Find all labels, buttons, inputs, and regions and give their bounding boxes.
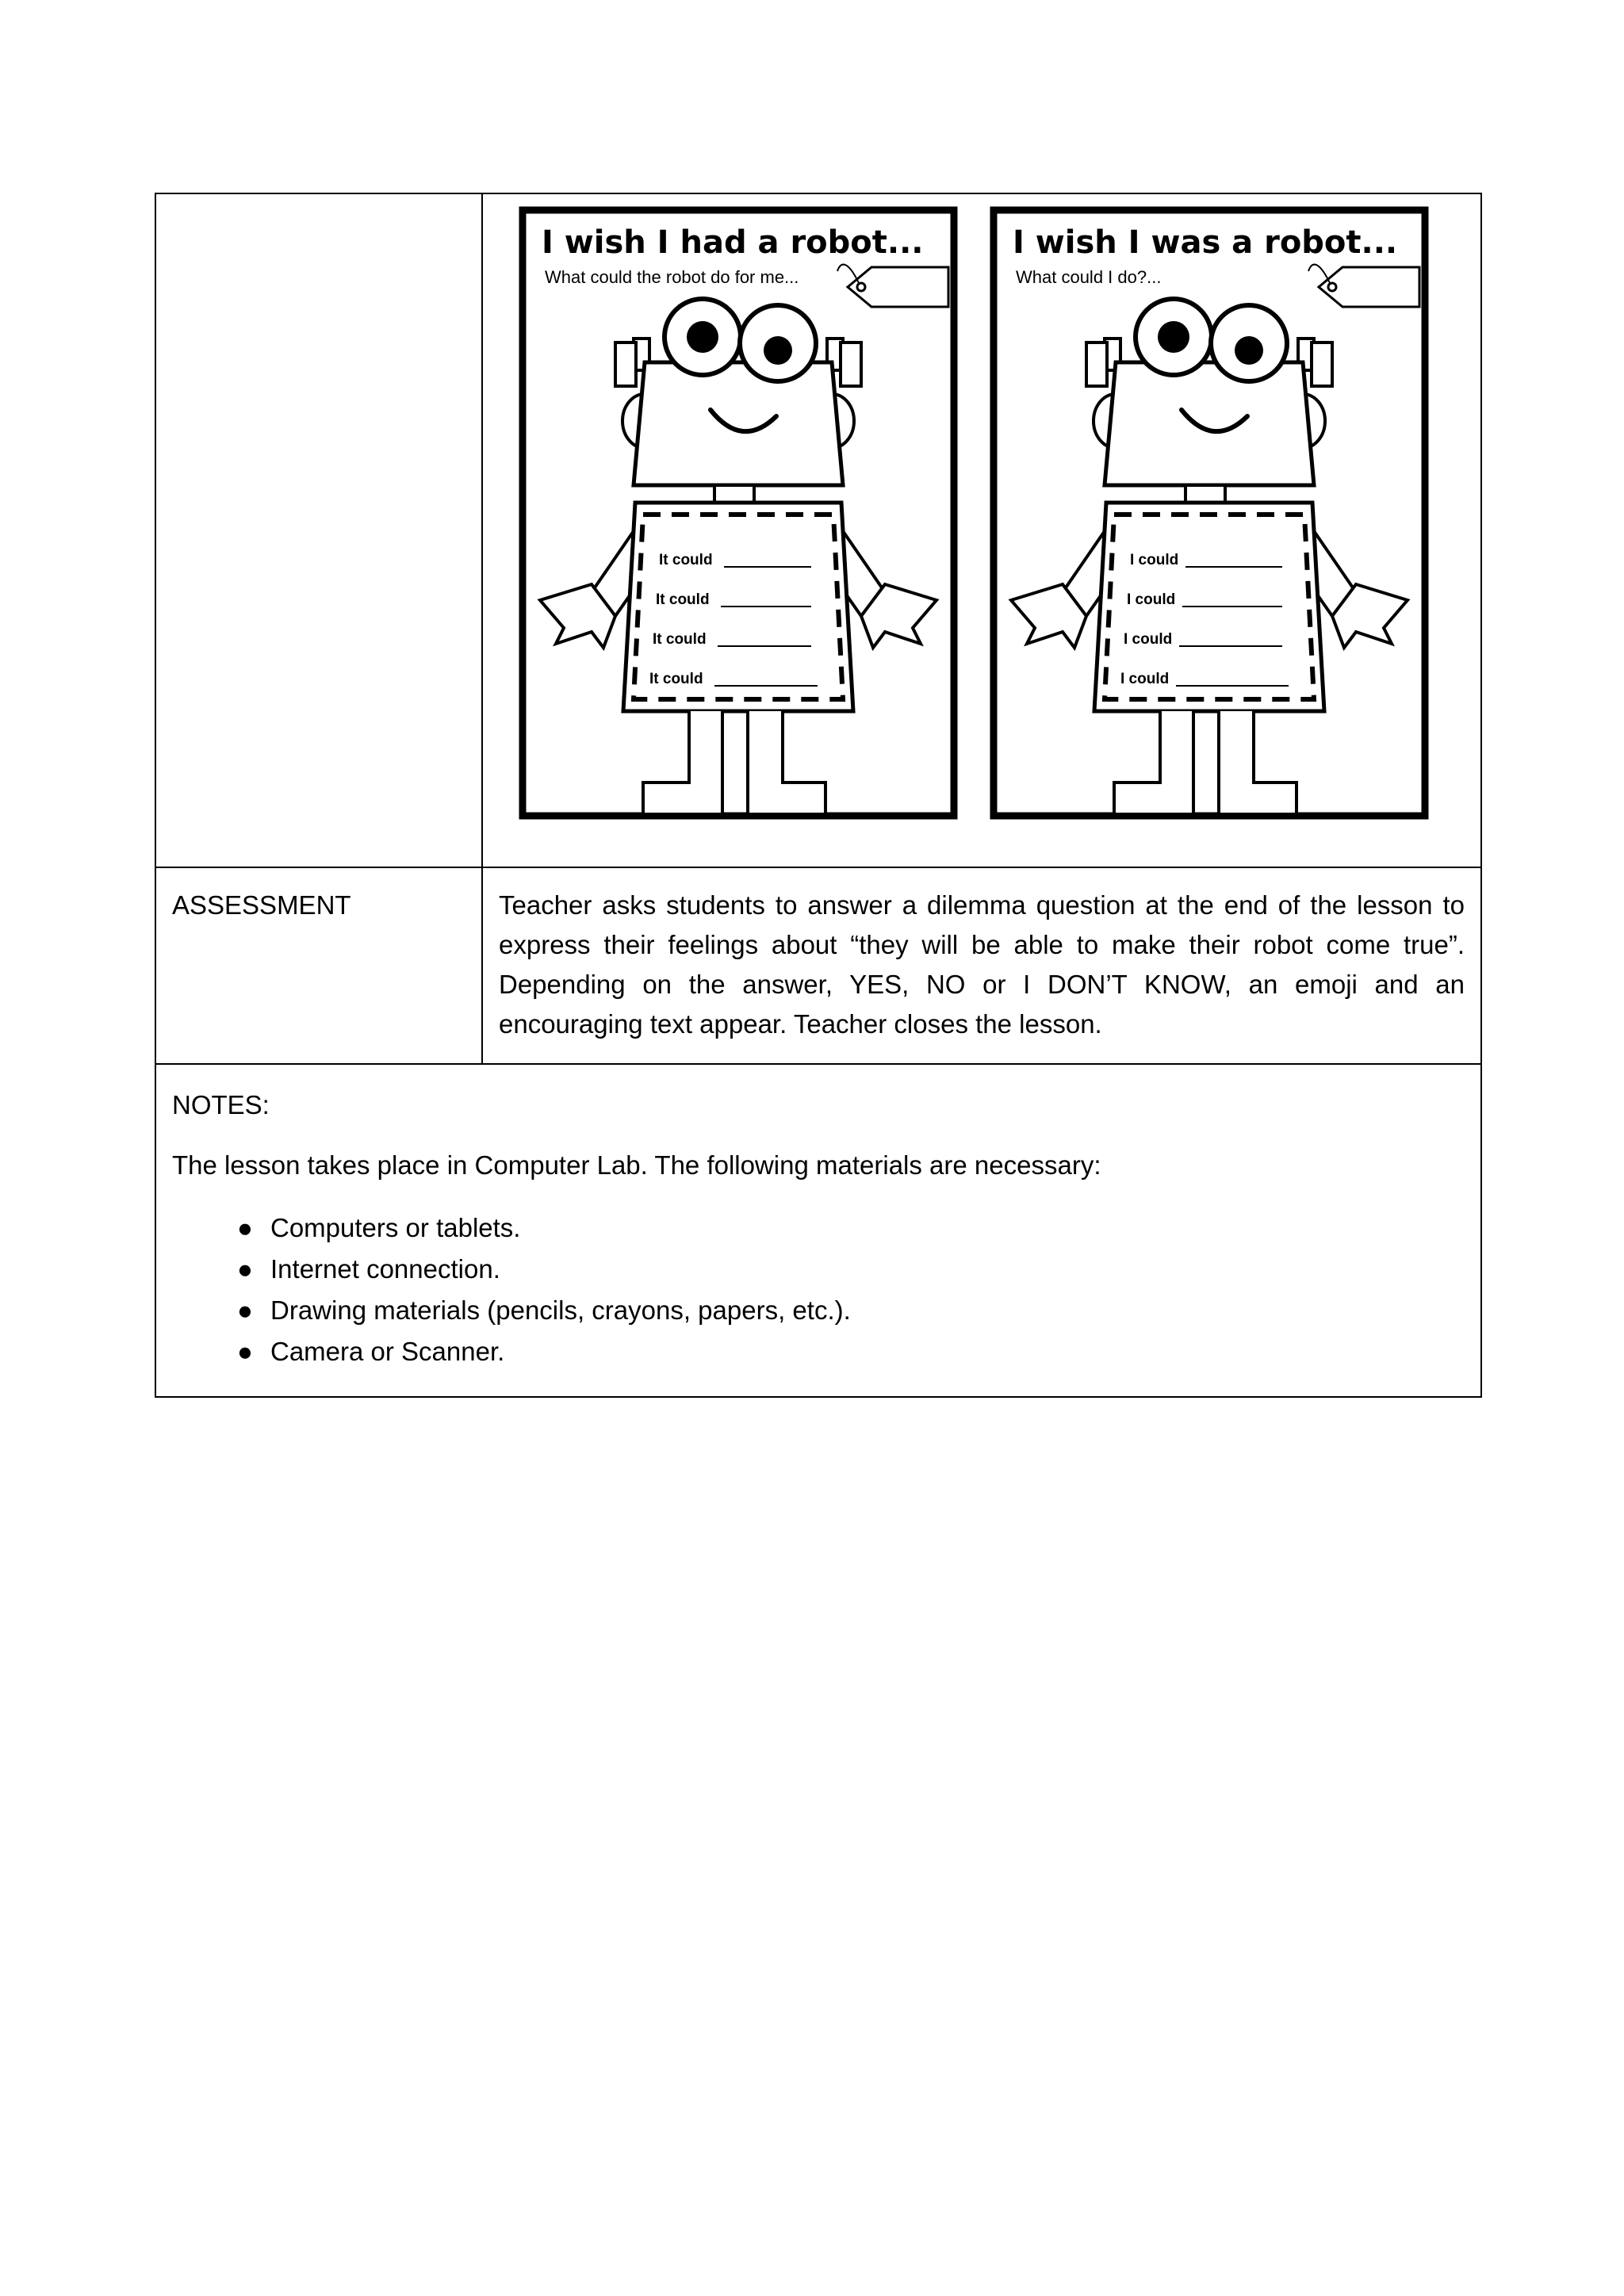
list-item — [237, 1331, 1465, 1372]
worksheet-line: I could — [1127, 591, 1176, 608]
list-item-text: Internet connection. — [270, 1254, 500, 1284]
list-item — [237, 1249, 1465, 1290]
list-item-text: Camera or Scanner. — [270, 1337, 505, 1366]
worksheet-subtitle: What could the robot do for me... — [545, 267, 799, 287]
worksheet-line: It could — [656, 591, 710, 608]
worksheet-had-a-robot — [516, 204, 960, 822]
empty-label-cell — [155, 193, 482, 867]
notes-row — [155, 1064, 1481, 1397]
notes-heading: NOTES: — [172, 1090, 270, 1119]
worksheet-subtitle: What could I do?... — [1016, 267, 1162, 287]
worksheet-title: I wish I had a robot... — [542, 224, 924, 261]
worksheet-line: It could — [649, 671, 703, 687]
notes-intro: The lesson takes place in Computer Lab. The following materials are necessary: — [172, 1150, 1101, 1180]
worksheet-title: I wish I was a robot... — [1013, 224, 1398, 261]
notes-cell — [155, 1064, 1481, 1397]
bullet-icon: ● — [237, 1337, 253, 1366]
list-item-text: Drawing materials (pencils, crayons, papers, etc.). — [270, 1295, 851, 1325]
worksheet-line: It could — [653, 631, 707, 648]
list-item — [237, 1290, 1465, 1331]
worksheet-images-row — [155, 193, 1481, 867]
assessment-label: ASSESSMENT — [155, 867, 482, 1064]
worksheet-was-a-robot — [987, 204, 1431, 822]
worksheet-line: I could — [1120, 671, 1170, 687]
bullet-icon: ● — [237, 1213, 253, 1242]
bullet-icon: ● — [237, 1254, 253, 1284]
materials-list — [172, 1207, 1465, 1372]
worksheet-images-cell — [482, 193, 1481, 867]
lesson-plan-table — [155, 193, 1482, 1398]
worksheet-line: It could — [659, 552, 713, 568]
assessment-row — [155, 867, 1481, 1064]
worksheet-line: I could — [1124, 631, 1173, 648]
worksheet-line: I could — [1130, 552, 1179, 568]
list-item-text: Computers or tablets. — [270, 1213, 521, 1242]
bullet-icon: ● — [237, 1295, 253, 1325]
assessment-text: Teacher asks students to answer a dilemma question at the end of the lesson to express their feelings about “they will be able to make their robot come true”. Depending on the answer, YES, NO or I DON’T KNOW, an emoji and an encouraging text appear. Teacher closes the lesson. — [482, 867, 1481, 1064]
list-item — [237, 1207, 1465, 1249]
